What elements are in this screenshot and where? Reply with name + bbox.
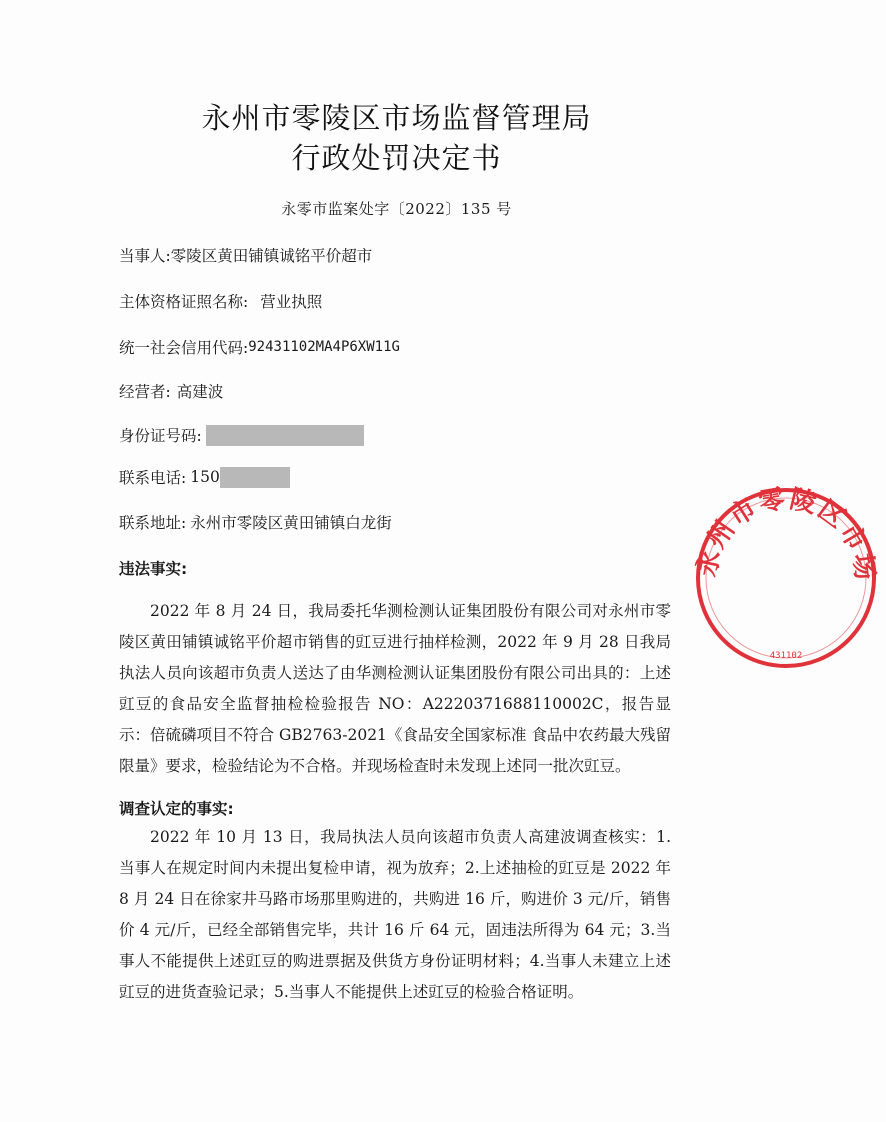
address-value: 永州市零陵区黄田铺镇白龙街: [190, 514, 392, 532]
credit-code-value: 92431102MA4P6XW11G: [248, 339, 400, 355]
phone-redaction: [220, 467, 290, 488]
document-type-title: 行政处罚决定书: [291, 141, 502, 175]
operator-row: [119, 380, 223, 402]
official-seal: [686, 478, 886, 678]
facts-heading: 违法事实:: [119, 560, 188, 578]
party-label: 当事人:: [119, 247, 171, 265]
id-number-row: [119, 424, 364, 446]
cert-value: 营业执照: [260, 293, 323, 311]
seal-text: 永州市零陵区市场: [692, 483, 881, 584]
investigation-paragraph: 2022 年 10 月 13 日，我局执法人员向该超市负责人高建波调查核实：1.当事人在规定时间内未提出复检申请，视为放弃；2.上述抽检的豇豆是 2022 年 8 月 24 日在徐家井马路市场那里购进的，共购进 16 斤，购进价 3 元/斤，销售价 4 元/斤，已经全部销售完毕，共计 16 斤 64 元，固违法所得为 64 元；3.当事人不能提供上述豇豆的购进票据及供货方身份证明材料；4.当事人未建立上述豇豆的进货查验记录；5.当事人不能提供上述豇豆的检验合格证明。: [119, 828, 671, 1001]
credit-code-row: [119, 336, 400, 358]
operator-value: 高建波: [176, 383, 224, 401]
document-number: 永零市监案处字〔2022〕135 号: [281, 200, 512, 218]
investigation-heading: 调查认定的事实:: [119, 800, 234, 818]
id-number-redaction: [206, 425, 364, 446]
svg-text:永州市零陵区市场: [692, 484, 880, 584]
phone-row: [119, 466, 290, 488]
cert-label: 主体资格证照名称:: [119, 293, 249, 311]
facts-paragraph: 2022 年 8 月 24 日，我局委托华测检测认证集团股份有限公司对永州市零陵区黄田铺镇诚铭平价超市销售的豇豆进行抽样检测，2022 年 9 月 28 日我局执法人员向该超市负责人送达了由华测检测认证集团股份有限公司出具的：上述豇豆的食品安全监督抽检检验报告 NO：A2220371688110002C，报告显示：倍硫磷项目不符合 GB2763-2021《食品安全国家标准 食品中农药最大残留限量》要求，检验结论为不合格。并现场检查时未发现上述同一批次豇豆。: [119, 602, 671, 775]
authority-title: 永州市零陵区市场监督管理局: [201, 101, 592, 135]
operator-label: 经营者:: [119, 383, 171, 401]
phone-prefix: 150: [190, 468, 220, 486]
id-number-label: 身份证号码:: [119, 427, 202, 445]
cert-row: [119, 290, 322, 312]
credit-code-label: 统一社会信用代码:: [119, 339, 249, 357]
address-label: 联系地址:: [119, 514, 187, 532]
party-value: 零陵区黄田铺镇诚铭平价超市: [170, 247, 373, 265]
party-row: [119, 244, 372, 266]
seal-code: 431102: [769, 651, 803, 661]
address-row: [119, 511, 392, 533]
phone-label: 联系电话:: [119, 469, 187, 487]
